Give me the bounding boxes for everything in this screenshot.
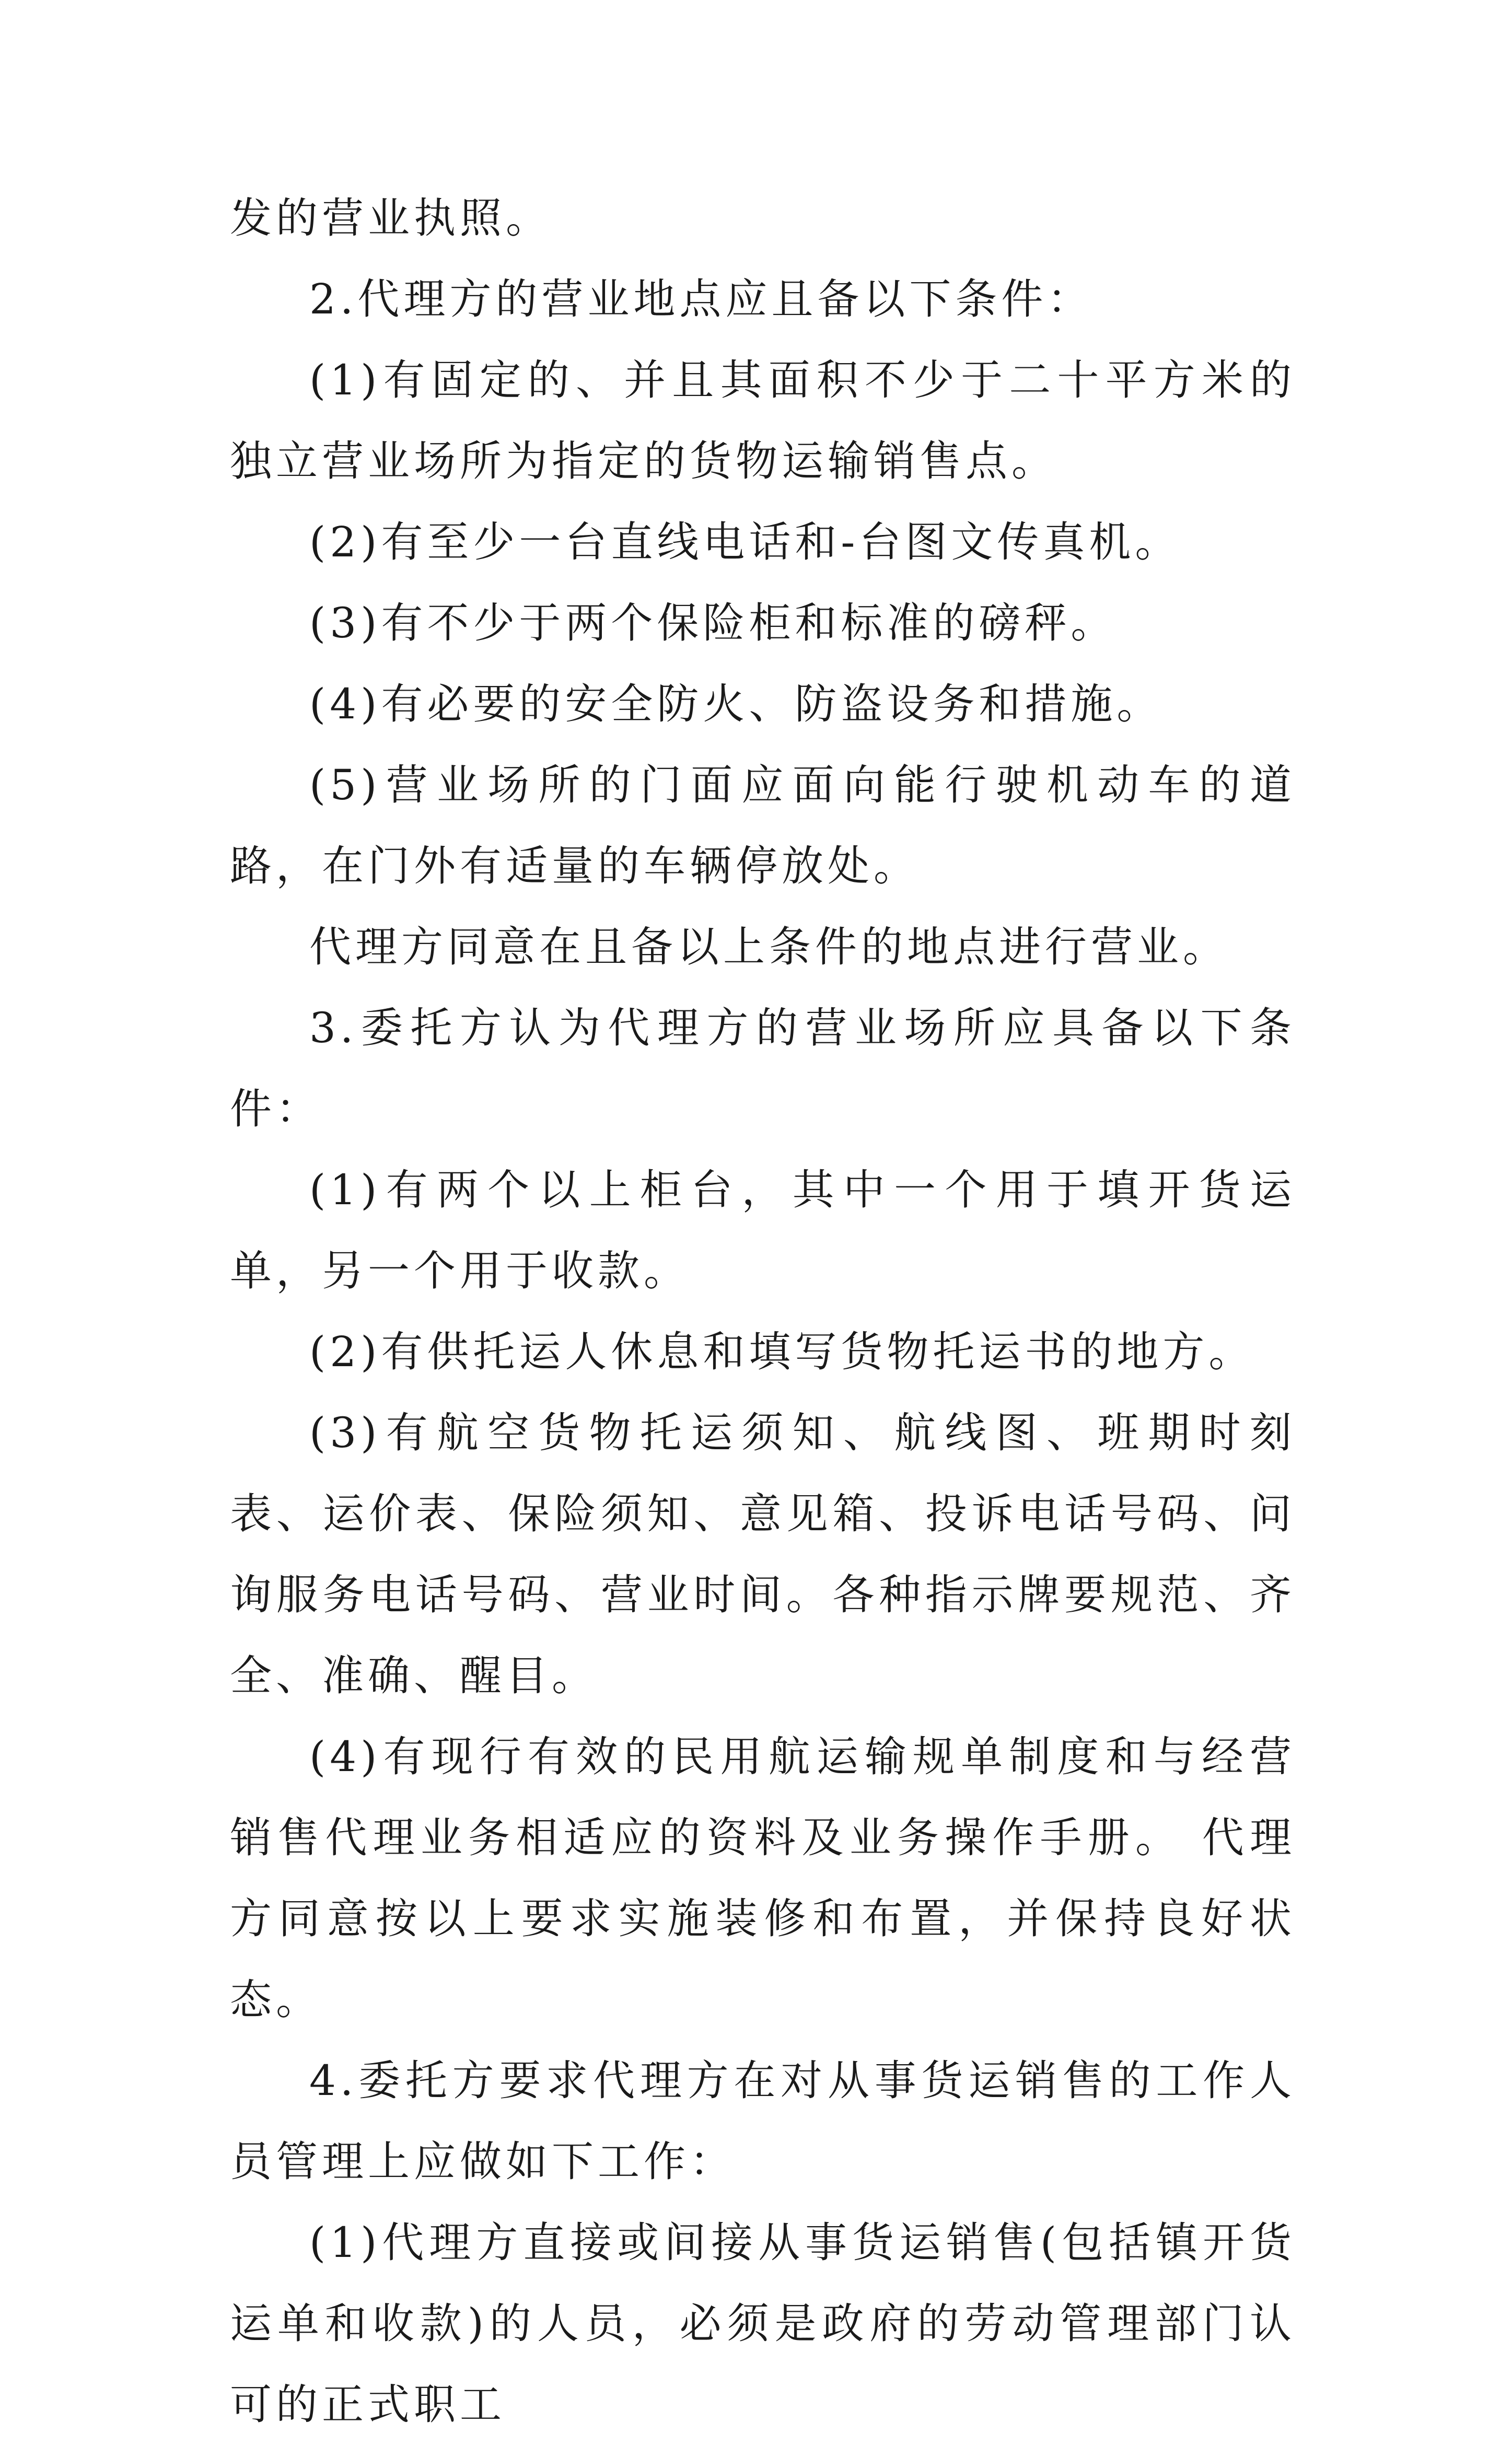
paragraph-item-3-1: (1)有两个以上柜台，其中一个用于填开货运单，另一个用于收款。 xyxy=(230,1166,1296,1295)
paragraph-item-2-4: (4)有必要的安全防火、防盗设务和措施。 xyxy=(309,680,1163,728)
paragraph-item-4-1: (1)代理方直接或间接从事货运销售(包括镇开货运单和收款)的人员，必须是政府的劳动管理部门认可的正式职工 xyxy=(230,2218,1296,2429)
paragraph-section-4: 4.委托方要求代理方在对从事货运销售的工作人员管理上应做如下工作： xyxy=(230,2056,1296,2186)
paragraph-item-2-1: (1)有固定的、并且其面积不少于二十平方米的独立营业场所为指定的货物运输销售点。 xyxy=(230,356,1296,485)
paragraph-item-3-2: (2)有供托运人休息和填写货物托运书的地方。 xyxy=(309,1328,1255,1376)
paragraph-item-3-3: (3)有航空货物托运须知、航线图、班期时刻表、运价表、保险须知、意见箱、投诉电话号码、问询服务电话号码、营业时间。各种指示牌要规范、齐全、准确、醒目。 xyxy=(230,1408,1296,1700)
paragraph-item-2-2: (2)有至少一台直线电话和-台图文传真机。 xyxy=(309,518,1181,566)
paragraph-section-3: 3.委托方认为代理方的营业场所应具备以下条件： xyxy=(230,1004,1296,1133)
paragraph-item-2-3: (3)有不少于两个保险柜和标准的磅秤。 xyxy=(309,599,1117,647)
document-body xyxy=(230,178,1296,2445)
paragraph-continuation: 发的营业执照。 xyxy=(230,194,552,242)
paragraph-item-3-4: (4)有现行有效的民用航运输规单制度和与经营销售代理业务相适应的资料及业务操作手册。 代理方同意按以上要求实施装修和布置，并保持良好状态。 xyxy=(230,1732,1296,2024)
paragraph-item-2-5: (5)营业场所的门面应面向能行驶机动车的道路，在门外有适量的车辆停放处。 xyxy=(230,761,1296,890)
paragraph-agreement-2: 代理方同意在且备以上条件的地点进行营业。 xyxy=(309,923,1229,971)
paragraph-section-2: 2.代理方的营业地点应且备以下条件： xyxy=(309,275,1094,323)
